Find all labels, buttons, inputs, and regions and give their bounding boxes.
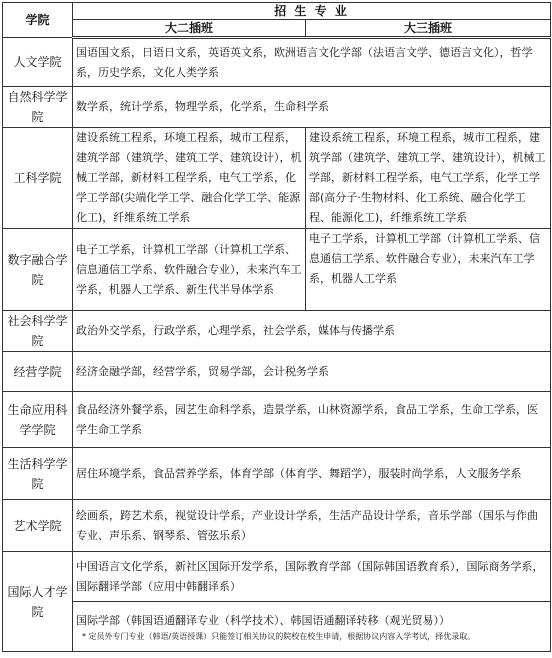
table-row: [3, 552, 551, 602]
majors-year3: 建设系统工程系，环境工程系，城市工程系，建筑学部（建筑学、建筑工学、建筑设计），机械工学部，新材料工程学系，电气工学系，化学工学部(高分子·生物材料、化工系统、融合化学工程、能源化工)，纤维系统工学系: [306, 128, 551, 229]
table-row: [3, 448, 551, 500]
table-row: [3, 352, 551, 392]
header-year3: 大三插班: [306, 20, 551, 38]
majors-both: 数学系，统计学系，物理学系，化学系，生命科学系: [73, 87, 551, 128]
majors-text: 国际学部（韩国语通翻译专业（科学技术）、韩国语通翻译转移（观光贸易））: [76, 613, 450, 627]
college-name: 人文学院: [3, 38, 73, 87]
admission-table: [2, 2, 551, 652]
college-name: 自然科学学院: [3, 87, 73, 128]
college-name: 国际人才学院: [3, 552, 73, 652]
table-row: [3, 602, 551, 652]
majors-both: 国语国文系，日语日文系，英语英文系，欧洲语言文化学部（法语言文学、德语言文化），哲学系，历史学系，文化人类学系: [73, 38, 551, 87]
table-row: [3, 229, 551, 311]
majors-both: 食品经济外餐学系，园艺生命科学系，造景学系，山林资源学系，食品工学系，生命工学系，医学生命工学系: [73, 392, 551, 448]
majors-both: 政治外交学系，行政学系，心理学系，社会学系，媒体与传播学系: [73, 311, 551, 352]
majors-year3: 电子工学系，计算机工学部（计算机工学系、信息通信工学系、软件融合专业），未来汽车工学系，机器人工学系: [306, 229, 551, 311]
table-row: [3, 392, 551, 448]
table-row: [3, 500, 551, 552]
header-admission: 招 生 专 业: [73, 3, 551, 20]
college-name: 艺术学院: [3, 500, 73, 552]
table-row: [3, 87, 551, 128]
footnote: * 定员外专门专业（韩语/英语授课）只能签订相关协议的院校在校生申请，根据协议内容入学考试，择优录取。: [82, 631, 476, 641]
college-name: 生活科学学院: [3, 448, 73, 500]
majors-both: 经济金融学部，经营学系，贸易学部，会计税务学系: [73, 352, 551, 392]
college-name: 社会科学学院: [3, 311, 73, 352]
table-row: [3, 311, 551, 352]
majors-both: 绘画系，跨艺术系，视觉设计学系，产业设计学系，生活产品设计学系，音乐学部（国乐与作曲专业、声乐系、钢琴系、管弦乐系）: [73, 500, 551, 552]
table-row: [3, 38, 551, 87]
majors-both: 居住环境学系，食品营养学系，体育学部（体育学、舞蹈学），服装时尚学系，人文服务学系: [73, 448, 551, 500]
college-name: 经营学院: [3, 352, 73, 392]
majors-both: 中国语言文化学系，新社区国际开发学系，国际教育学部（国际韩国语教育系），国际商务学系，国际翻译学部（应用中韩翻译系）: [73, 552, 551, 602]
majors-year2: 电子工学系，计算机工学部（计算机工学系、信息通信工学系、软件融合专业），未来汽车工学系，机器人工学系、新生代半导体学系: [73, 229, 306, 311]
majors-year2: 建设系统工程系，环境工程系，城市工程系，建筑学部（建筑学、建筑工学、建筑设计），机械工学部，新材料工程学系，电气工学系，化学工学部(尖端化学工学、融合化学工学、能源化工)，纤维系统工学系: [73, 128, 306, 229]
majors-international-part2: [73, 602, 551, 652]
college-name: 生命应用科学学院: [3, 392, 73, 448]
college-name: 数字融合学院: [3, 229, 73, 311]
header-college: 学院: [3, 3, 73, 38]
header-year2: 大二插班: [73, 20, 306, 38]
college-name: 工科学院: [3, 128, 73, 229]
table-row: [3, 128, 551, 229]
